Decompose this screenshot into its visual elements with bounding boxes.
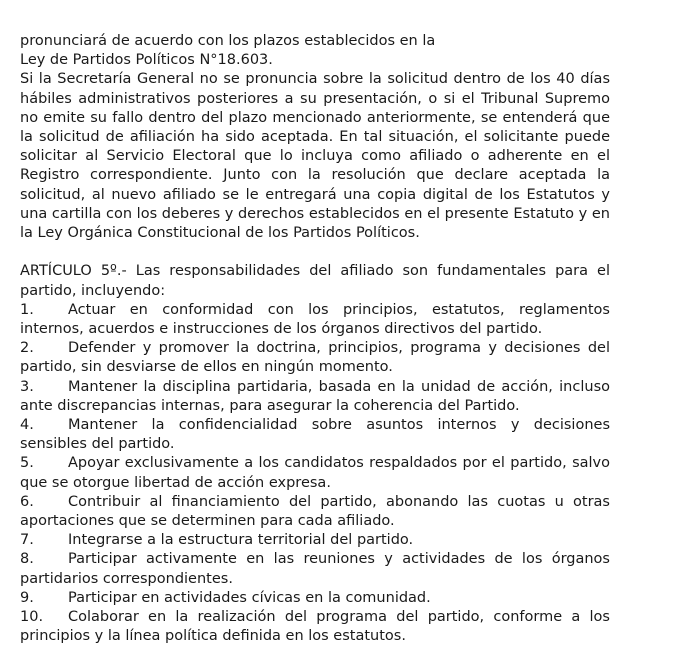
list-item-number: 6. <box>20 493 34 510</box>
list-item <box>20 550 610 588</box>
list-item-number: 4. <box>20 417 34 434</box>
list-item-number: 1. <box>20 301 34 318</box>
article-heading: ARTÍCULO 5º.- Las responsabilidades del afiliado son fundamentales para el partido, incluyendo: <box>20 263 610 299</box>
list-item-text: Apoyar exclusivamente a los candidatos respaldados por el partido, salvo que se otorgue libertad de acción expresa. <box>20 455 610 491</box>
list-item-number: 7. <box>20 532 34 549</box>
responsibilities-list <box>20 301 610 647</box>
list-item <box>20 416 610 454</box>
list-item <box>20 301 610 339</box>
list-item <box>20 589 610 608</box>
list-item <box>20 378 610 416</box>
list-item-text: Integrarse a la estructura territorial del partido. <box>68 532 414 549</box>
list-item-text: Actuar en conformidad con los principios, estatutos, reglamentos internos, acuerdos e instrucciones de los órganos directivos del partido. <box>20 301 610 338</box>
list-item-number: 9. <box>20 589 34 606</box>
list-item-number: 5. <box>20 455 34 472</box>
list-item <box>20 493 610 531</box>
list-item-text: Mantener la disciplina partidaria, basada en la unidad de acción, incluso ante discrepancias internas, para asegurar la coherencia del Partido. <box>20 378 610 414</box>
list-item-text: Participar en actividades cívicas en la comunidad. <box>68 589 431 606</box>
list-item-text: Defender y promover la doctrina, principios, programa y decisiones del partido, sin desviarse de ellos en ningún momento. <box>20 340 610 376</box>
intro-line: pronunciará de acuerdo con los plazos establecidos en la <box>20 33 436 49</box>
list-item <box>20 608 610 646</box>
list-item-number: 10. <box>20 609 44 626</box>
list-item <box>20 454 610 492</box>
paragraph-affiliation-acceptance: Si la Secretaría General no se pronuncia sobre la solicitud dentro de los 40 días hábiles administrativos posteriores a su presentación, o si el Tribunal Supremo no emite su fallo dentro del plazo mencionado anteriormente, se entenderá que la solicitud de afiliación ha sido aceptada. En tal situación, el solicitante puede solicitar al Servicio Electoral que lo incluya como afiliado o adherente en el Registro correspondiente. Junto con la resolución que declare aceptada la solicitud, al nuevo afiliado se le entregará una copia digital de los Estatutos y una cartilla con los deberes y derechos establecidos en el presente Estatuto y en la Ley Orgánica Constitucional de los Partidos Políticos. <box>20 71 610 242</box>
list-item-number: 3. <box>20 378 34 395</box>
list-item-text: Mantener la confidencialidad sobre asuntos internos y decisiones sensibles del partido. <box>20 417 610 453</box>
list-item <box>20 339 610 377</box>
list-item-number: 2. <box>20 340 34 357</box>
document-page <box>20 32 610 646</box>
list-item-text: Participar activamente en las reuniones y actividades de los órganos partidarios correspondientes. <box>20 551 610 587</box>
list-item-text: Colaborar en la realización del programa del partido, conforme a los principios y la línea política definida en los estatutos. <box>20 609 610 645</box>
list-item-number: 8. <box>20 551 34 568</box>
intro-text <box>20 32 610 70</box>
list-item <box>20 531 610 550</box>
intro-line: Ley de Partidos Políticos N°18.603. <box>20 52 273 69</box>
paragraph-gap <box>20 243 610 262</box>
list-item-text: Contribuir al financiamiento del partido, abonando las cuotas u otras aportaciones que se determinen para cada afiliado. <box>20 493 610 530</box>
